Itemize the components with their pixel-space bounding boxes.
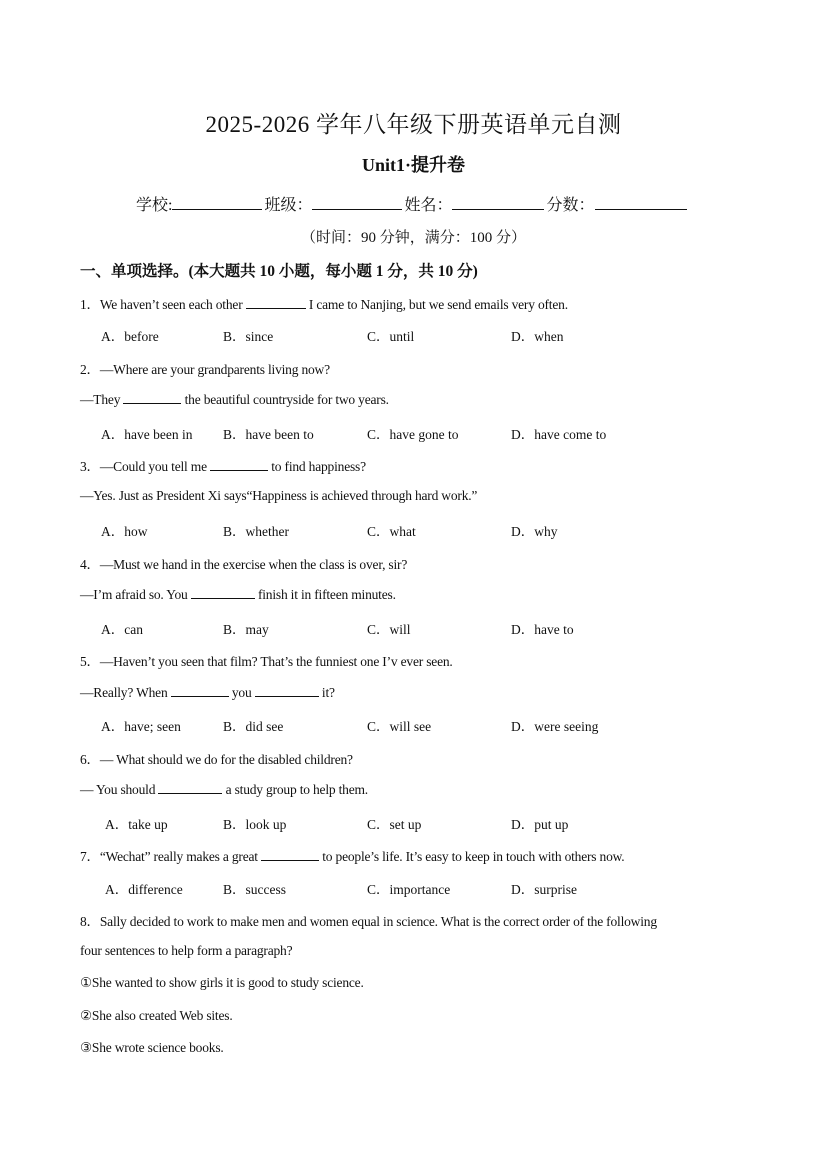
question-4-text-end: finish it in fifteen minutes.	[257, 587, 396, 602]
question-2-text: —They	[80, 392, 121, 407]
question-4-option-c[interactable]: C．will	[367, 622, 411, 637]
question-3-option-d[interactable]: D．why	[511, 524, 558, 539]
question-1-option-d[interactable]: D．when	[511, 329, 564, 344]
section-heading: 一、单项选择。(本大题共 10 小题，每小题 1 分，共 10 分)	[80, 263, 478, 280]
question-3-text: 3．—Could you tell me	[80, 459, 207, 474]
question-8-item-2: ②She also created Web sites.	[80, 1008, 233, 1023]
question-2-option-b[interactable]: B．have been to	[223, 427, 314, 442]
question-4-text: —I’m afraid so. You	[80, 587, 188, 602]
question-2-option-c[interactable]: C．have gone to	[367, 427, 459, 442]
question-8-item-3: ③She wrote science books.	[80, 1040, 224, 1055]
student-info-line	[136, 192, 689, 215]
question-2-line-1: 2．—Where are your grandparents living now?	[80, 362, 330, 377]
question-1-line	[80, 293, 568, 313]
question-7-blank[interactable]	[261, 847, 319, 861]
question-6-option-b[interactable]: B．look up	[223, 817, 287, 832]
question-3-option-b[interactable]: B．whether	[223, 524, 289, 539]
question-5-text-mid: you	[231, 685, 252, 700]
question-4-blank[interactable]	[191, 585, 255, 599]
question-6-line-2	[80, 780, 368, 798]
question-6-text-end: a study group to help them.	[225, 782, 368, 797]
question-5-blank-1[interactable]	[171, 683, 229, 697]
question-2-option-d[interactable]: D．have come to	[511, 427, 607, 442]
question-2-option-a[interactable]: A．have been in	[101, 427, 193, 442]
question-5-option-b[interactable]: B．did see	[223, 719, 284, 734]
question-3-blank[interactable]	[210, 457, 268, 471]
question-6-option-c[interactable]: C．set up	[367, 817, 422, 832]
question-6-option-a[interactable]: A．take up	[105, 817, 168, 832]
question-3-text-end: to find happiness?	[271, 459, 366, 474]
question-2-text-end: the beautiful countryside for two years.	[184, 392, 389, 407]
question-7-option-c[interactable]: C．importance	[367, 882, 451, 897]
exam-subtitle: Unit1·提升卷	[361, 155, 465, 175]
question-7-option-d[interactable]: D．surprise	[511, 882, 577, 897]
exam-title: 2025-2026 学年八年级下册英语单元自测	[205, 112, 622, 137]
question-3-line-1	[80, 455, 366, 475]
question-8-line-1: 8．Sally decided to work to make men and women equal in science. What is the correct order of the following	[80, 914, 657, 929]
question-7-option-b[interactable]: B．success	[223, 882, 286, 897]
question-5-blank-2[interactable]	[255, 683, 319, 697]
question-7-option-a[interactable]: A．difference	[105, 882, 183, 897]
question-5-option-c[interactable]: C．will see	[367, 719, 432, 734]
question-5-line-2	[80, 683, 335, 701]
question-3-option-a[interactable]: A．how	[101, 524, 148, 539]
question-6-blank[interactable]	[158, 780, 222, 794]
question-2-blank[interactable]	[123, 390, 181, 404]
school-label: 学校:	[136, 197, 173, 214]
question-1-text: 1．We haven’t seen each other	[80, 297, 243, 312]
question-7-text: 7．“Wechat” really makes a great	[80, 849, 258, 864]
question-6-text: — You should	[80, 782, 156, 797]
question-7-line	[80, 845, 625, 865]
class-label: 班级：	[264, 197, 313, 214]
question-5-text-end: it?	[321, 685, 335, 700]
question-4-option-d[interactable]: D．have to	[511, 622, 574, 637]
question-1-option-b[interactable]: B．since	[223, 329, 274, 344]
question-8-line-2: four sentences to help form a paragraph?	[80, 943, 293, 958]
question-4-option-b[interactable]: B．may	[223, 622, 269, 637]
name-blank[interactable]	[452, 193, 544, 210]
question-5-option-a[interactable]: A．have; seen	[101, 719, 181, 734]
question-5-option-d[interactable]: D．were seeing	[511, 719, 599, 734]
question-5-text: —Really? When	[80, 685, 168, 700]
question-1-text-end: I came to Nanjing, but we send emails very often.	[308, 297, 568, 312]
name-label: 姓名：	[404, 197, 453, 214]
question-3-line-2: —Yes. Just as President Xi says“Happiness is achieved through hard work.”	[80, 488, 478, 503]
question-5-line-1: 5．—Haven’t you seen that film? That’s the funniest one I’v ever seen.	[80, 654, 453, 669]
question-1-option-c[interactable]: C．until	[367, 329, 415, 344]
question-2-line-2	[80, 390, 389, 408]
question-4-line-2	[80, 585, 396, 603]
question-3-option-c[interactable]: C．what	[367, 524, 416, 539]
question-7-text-end: to people’s life. It’s easy to keep in touch with others now.	[322, 849, 625, 864]
school-blank[interactable]	[172, 193, 262, 210]
question-6-option-d[interactable]: D．put up	[511, 817, 569, 832]
score-blank[interactable]	[595, 193, 687, 210]
question-4-option-a[interactable]: A．can	[101, 622, 143, 637]
time-note: （时间：90 分钟，满分：100 分）	[300, 230, 526, 246]
score-label: 分数：	[546, 197, 595, 214]
question-6-line-1: 6．— What should we do for the disabled children?	[80, 752, 353, 767]
class-blank[interactable]	[312, 193, 402, 210]
question-1-blank[interactable]	[246, 295, 306, 309]
question-4-line-1: 4．—Must we hand in the exercise when the class is over, sir?	[80, 557, 408, 572]
question-8-item-1: ①She wanted to show girls it is good to study science.	[80, 975, 364, 990]
question-1-option-a[interactable]: A．before	[101, 329, 159, 344]
